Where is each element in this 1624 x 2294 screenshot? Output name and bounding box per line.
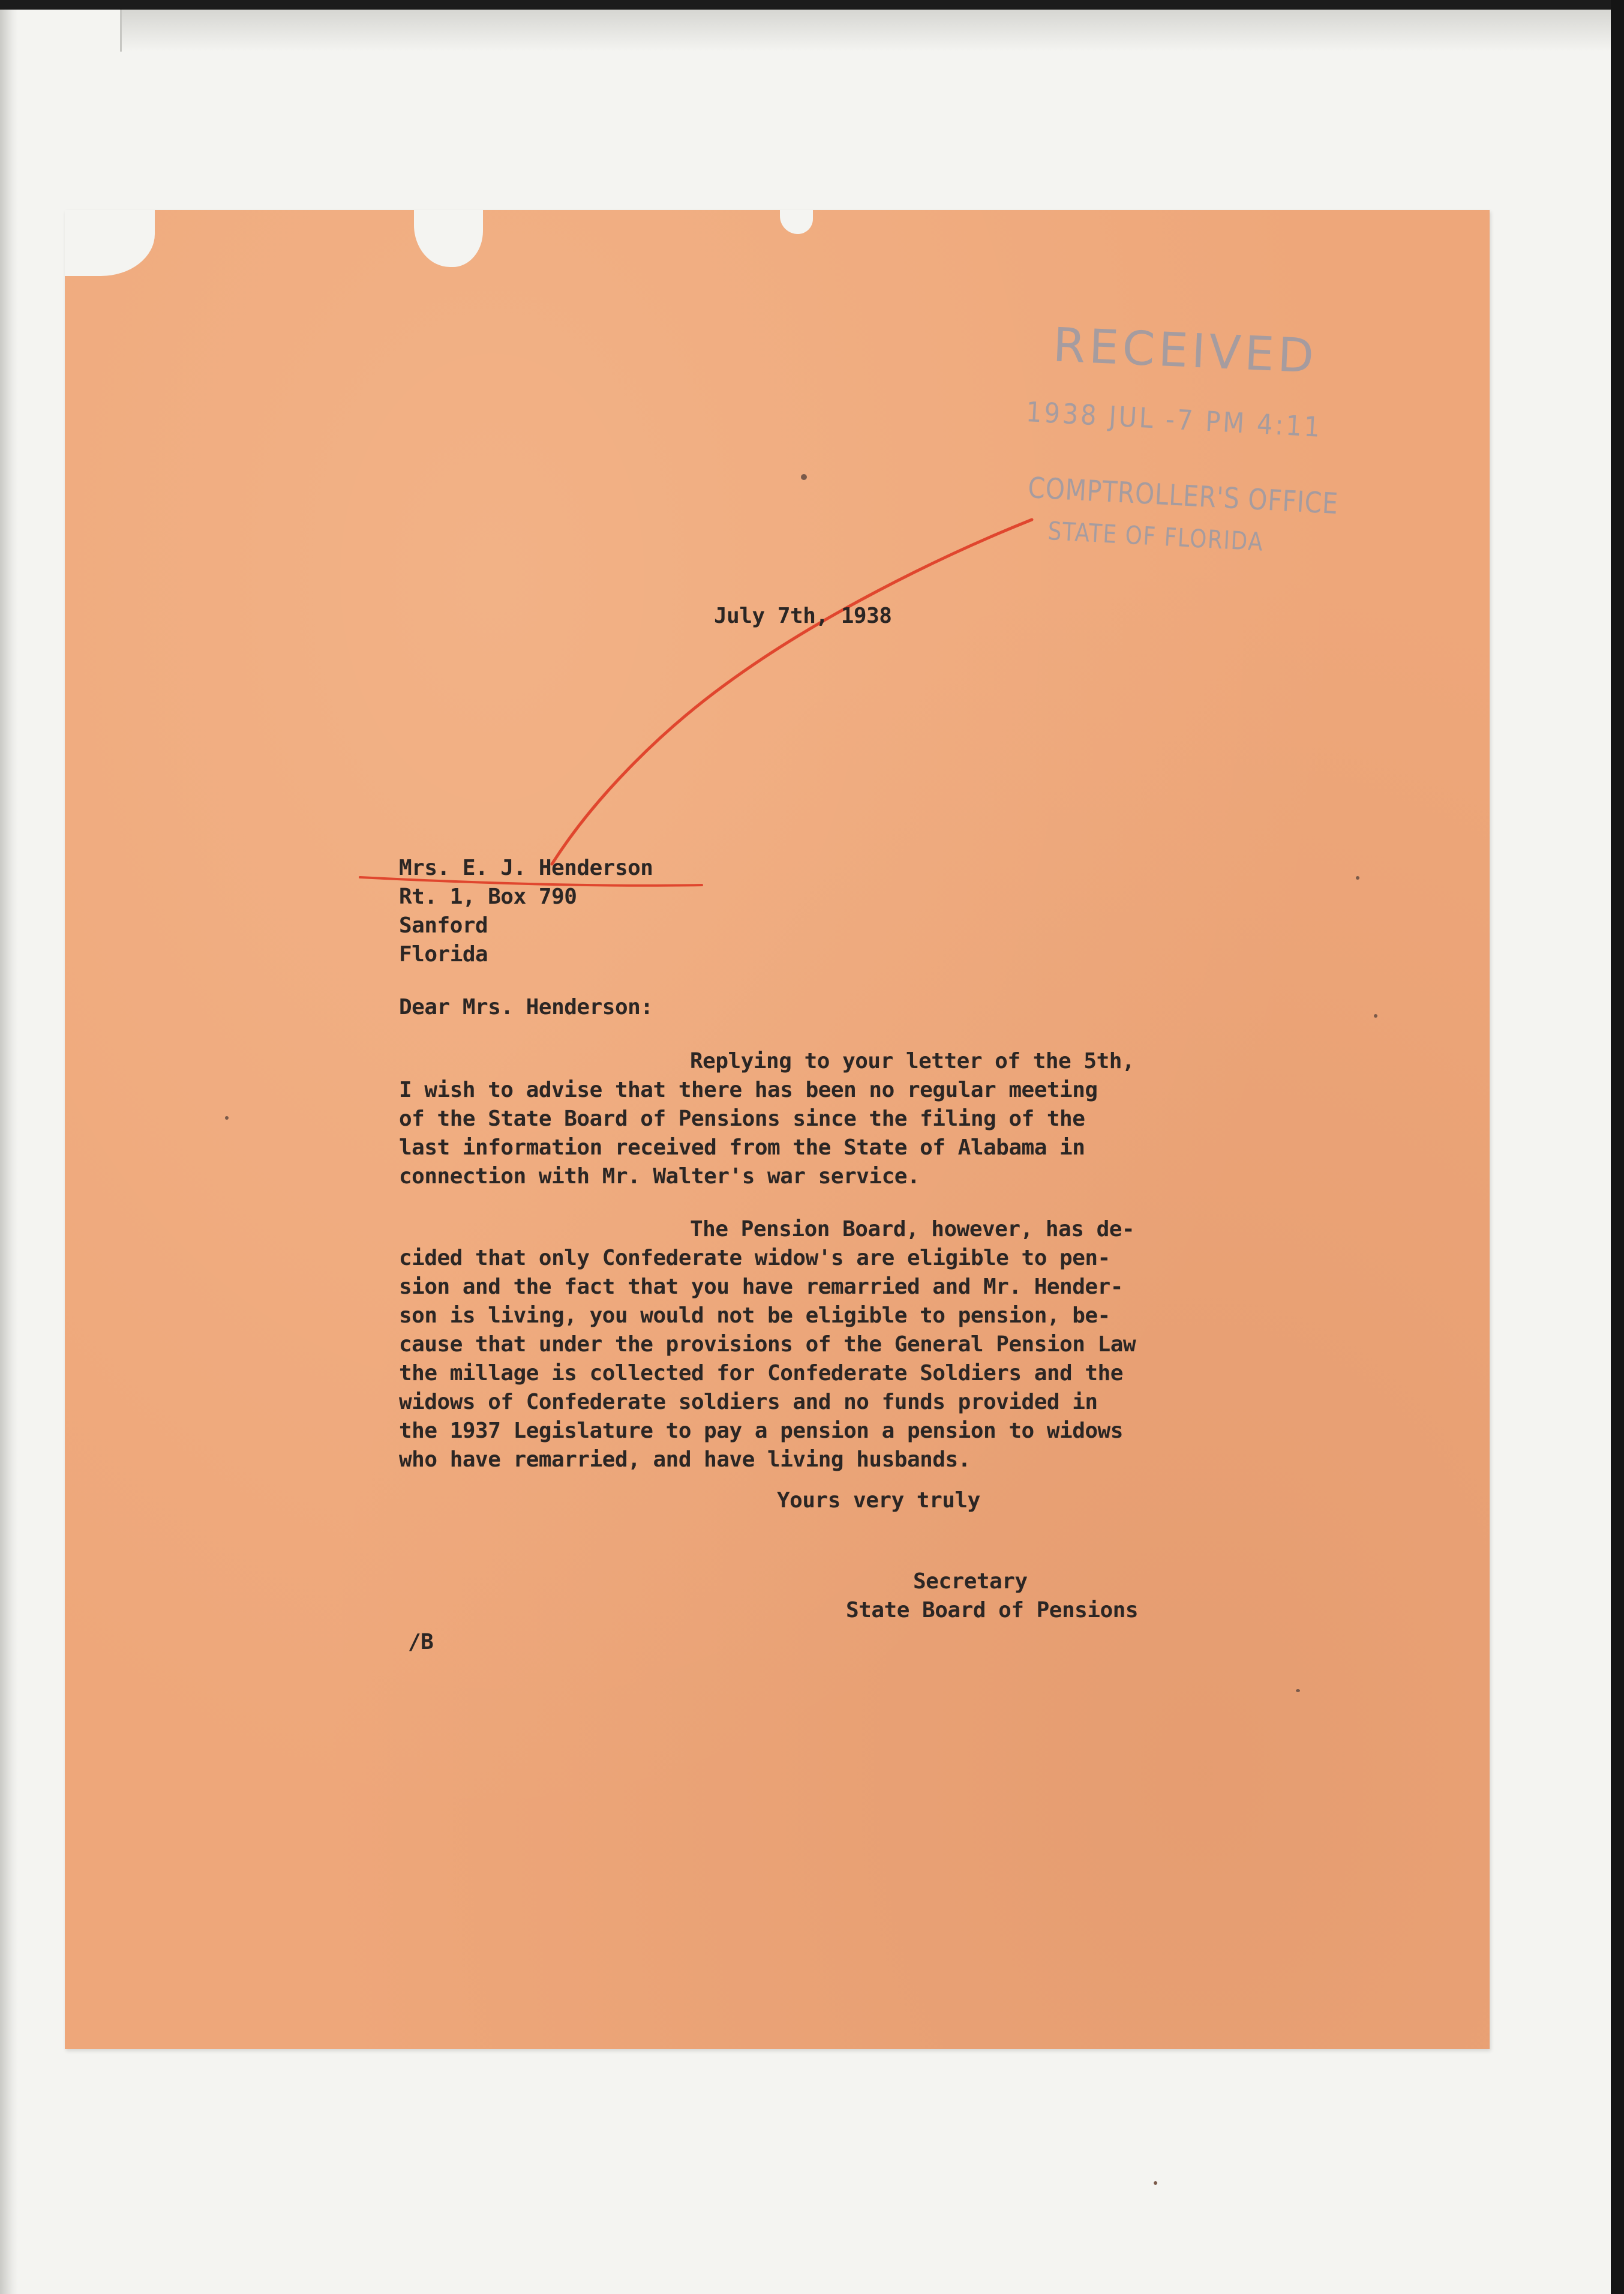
- paragraph-line: of the State Board of Pensions since the filing of the: [399, 1106, 1085, 1131]
- paper-speck: [225, 1116, 229, 1120]
- address-line: Sanford: [399, 913, 488, 938]
- paragraph-line: cause that under the provisions of the General Pension Law: [399, 1332, 1136, 1357]
- address-line: Mrs. E. J. Henderson: [399, 856, 653, 880]
- salutation: Dear Mrs. Henderson:: [399, 995, 653, 1019]
- paragraph-line: connection with Mr. Walter's war service.: [399, 1164, 920, 1189]
- paragraph-line: The Pension Board, however, has de-: [690, 1217, 1135, 1242]
- paper-speck: [1356, 876, 1359, 880]
- paragraph-line: the millage is collected for Confederate Soldiers and the: [399, 1361, 1123, 1386]
- typist-initials: /B: [408, 1630, 434, 1654]
- letter-date: July 7th, 1938: [714, 604, 892, 628]
- paper-speck: [801, 474, 807, 480]
- paragraph-line: cided that only Confederate widow's are eligible to pen-: [399, 1246, 1110, 1270]
- paper-speck: [1154, 2181, 1157, 2185]
- scan-right-border: [1611, 0, 1624, 2294]
- paragraph-line: the 1937 Legislature to pay a pension a pension to widows: [399, 1419, 1123, 1443]
- address-line: Florida: [399, 942, 488, 967]
- paragraph-line: who have remarried, and have living husbands.: [399, 1447, 971, 1472]
- paragraph-line: sion and the fact that you have remarried and Mr. Hender-: [399, 1275, 1123, 1299]
- address-line: Rt. 1, Box 790: [399, 884, 577, 909]
- paragraph-line: son is living, you would not be eligible to pension, be-: [399, 1303, 1110, 1328]
- scan-top-shadow: [120, 10, 1613, 52]
- signature-title: Secretary: [913, 1569, 1028, 1594]
- scan-left-edge: [0, 0, 18, 2294]
- closing: Yours very truly: [777, 1488, 980, 1513]
- paper-speck: [1374, 1014, 1377, 1018]
- stamp-date: 1938 JUL -7 PM 4:11: [1025, 395, 1323, 443]
- stamp-state: STATE OF FLORIDA: [1047, 516, 1265, 557]
- stamp-office: COMPTROLLER'S OFFICE: [1027, 471, 1340, 521]
- paragraph-line: Replying to your letter of the 5th,: [690, 1049, 1135, 1073]
- paragraph-line: widows of Confederate soldiers and no funds provided in: [399, 1390, 1098, 1414]
- paper-speck: [1296, 1689, 1300, 1692]
- stamp-received: RECEIVED: [1052, 318, 1319, 384]
- scan-top-border: [0, 0, 1624, 10]
- signature-org: State Board of Pensions: [846, 1598, 1138, 1623]
- paragraph-line: last information received from the State of Alabama in: [399, 1135, 1085, 1160]
- paragraph-line: I wish to advise that there has been no regular meeting: [399, 1078, 1098, 1102]
